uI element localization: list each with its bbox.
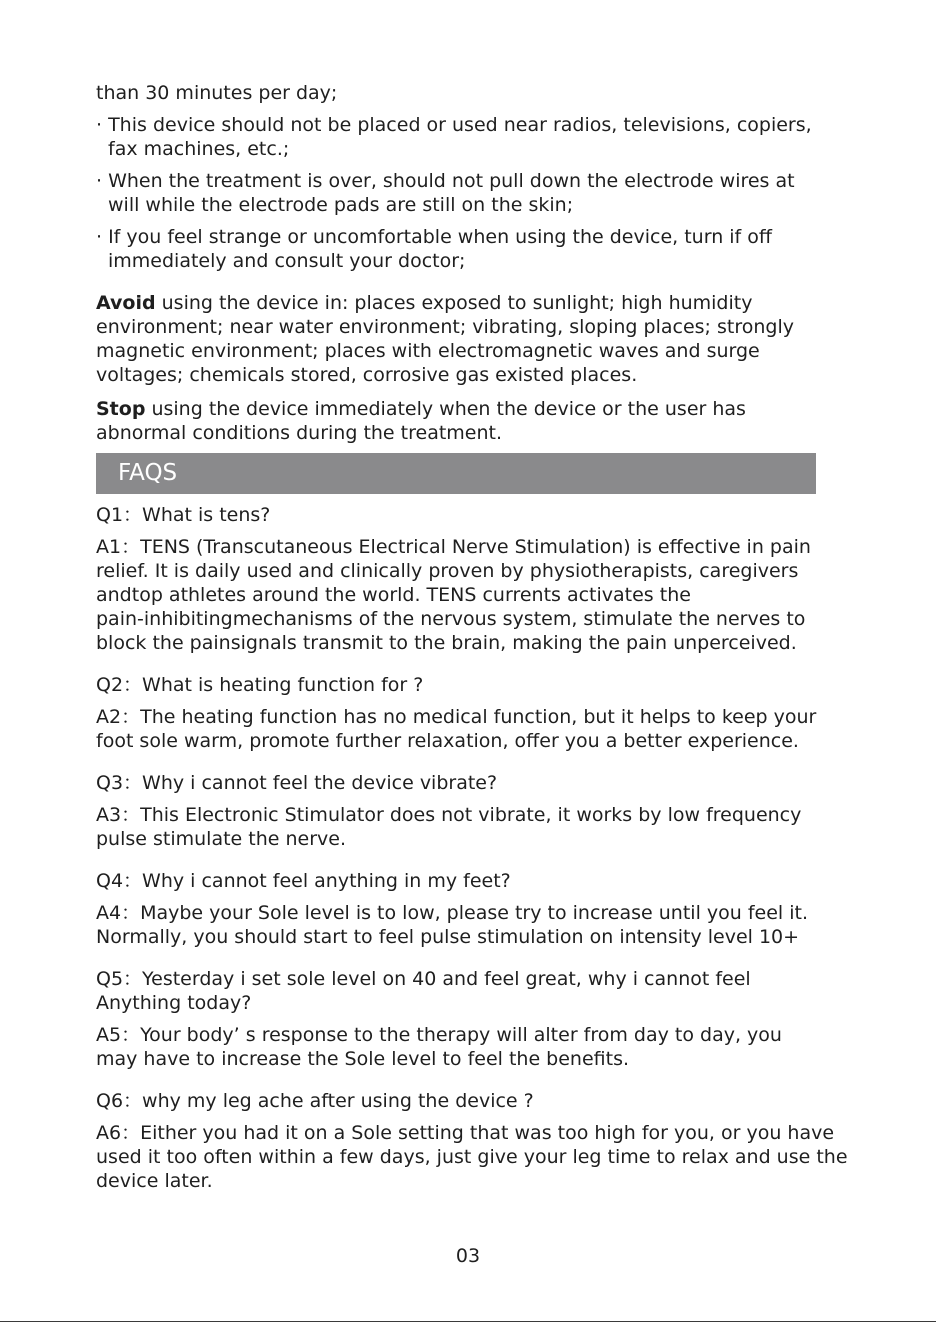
answer-line: may have to increase the Sole level to feel the benefits. [96, 1048, 630, 1070]
bullet-line: · If you feel strange or uncomfortable when using the device, turn if off [96, 226, 773, 248]
faq-item [96, 673, 856, 753]
faqs-heading: FAQS [96, 453, 816, 494]
answer-line: pulse stimulate the nerve. [96, 828, 347, 850]
answer-line: A6：Either you had it on a Sole setting that was too high for you, or you have [96, 1122, 835, 1144]
avoid-line: magnetic environment; places with electromagnetic waves and surge [96, 340, 760, 362]
bullet-item [96, 225, 856, 273]
faq-item [96, 967, 856, 1071]
answer-line: foot sole warm, promote further relaxation, offer you a better experience. [96, 730, 799, 752]
faq-item [96, 869, 856, 949]
answer-line: A5：Your body’ s response to the therapy will alter from day to day, you [96, 1024, 782, 1046]
faq-item [96, 503, 856, 655]
answer-line: used it too often within a few days, just give your leg time to relax and use the [96, 1146, 848, 1168]
faq-question: Q4：Why i cannot feel anything in my feet? [96, 870, 511, 892]
faq-answer [96, 535, 856, 655]
bullet-line: · This device should not be placed or used near radios, televisions, copiers, [96, 114, 812, 136]
faq-item [96, 771, 856, 851]
faq-answer [96, 1023, 856, 1071]
continued-line: than 30 minutes per day; [96, 82, 338, 104]
answer-line: block the painsignals transmit to the brain, making the pain unperceived. [96, 632, 797, 654]
avoid-line: using the device in: places exposed to sunlight; high humidity [155, 292, 753, 314]
stop-line: using the device immediately when the device or the user has [145, 398, 746, 420]
page-number: 03 [455, 1245, 481, 1267]
answer-line: device later. [96, 1170, 213, 1192]
avoid-paragraph [96, 291, 856, 387]
faq-question: Q3：Why i cannot feel the device vibrate? [96, 772, 498, 794]
bullet-item [96, 113, 856, 161]
avoid-line: voltages; chemicals stored, corrosive gas existed places. [96, 364, 638, 386]
faq-question: Q2：What is heating function for ? [96, 674, 424, 696]
stop-keyword: Stop [96, 398, 146, 420]
faq-answer [96, 803, 856, 851]
faq-question: Q6：why my leg ache after using the device ? [96, 1090, 534, 1112]
faq-list [96, 503, 856, 1211]
faq-answer [96, 705, 856, 753]
stop-line: abnormal conditions during the treatment. [96, 422, 503, 444]
answer-line: A2：The heating function has no medical function, but it helps to keep your [96, 706, 817, 728]
answer-line: andtop athletes around the world. TENS currents activates the [96, 584, 691, 606]
answer-line: A3：This Electronic Stimulator does not vibrate, it works by low frequency [96, 804, 802, 826]
faq-answer [96, 1121, 856, 1193]
faq-question: Q1：What is tens? [96, 504, 271, 526]
answer-line: pain-inhibitingmechanisms of the nervous system, stimulate the nerves to [96, 608, 806, 630]
bullet-line: immediately and consult your doctor; [108, 250, 466, 272]
avoid-keyword: Avoid [96, 292, 156, 314]
bullet-line: fax machines, etc.; [108, 138, 290, 160]
answer-line: A1：TENS (Transcutaneous Electrical Nerve Stimulation) is effective in pain [96, 536, 811, 558]
answer-line: A4：Maybe your Sole level is to low, please try to increase until you feel it. [96, 902, 808, 924]
faq-answer [96, 901, 856, 949]
faq-question-continued: Anything today? [96, 992, 252, 1014]
bullet-item [96, 169, 856, 217]
stop-paragraph [96, 397, 856, 445]
avoid-line: environment; near water environment; vibrating, sloping places; strongly [96, 316, 794, 338]
answer-line: relief. It is daily used and clinically proven by physiotherapists, caregivers [96, 560, 799, 582]
answer-line: Normally, you should start to feel pulse stimulation on intensity level 10+ [96, 926, 800, 948]
precautions-section [96, 81, 856, 453]
faq-item [96, 1089, 856, 1193]
bullet-line: · When the treatment is over, should not pull down the electrode wires at [96, 170, 795, 192]
bottom-divider [0, 1321, 936, 1322]
faq-question: Q5：Yesterday i set sole level on 40 and feel great, why i cannot feel [96, 968, 751, 990]
bullet-line: will while the electrode pads are still on the skin; [108, 194, 574, 216]
